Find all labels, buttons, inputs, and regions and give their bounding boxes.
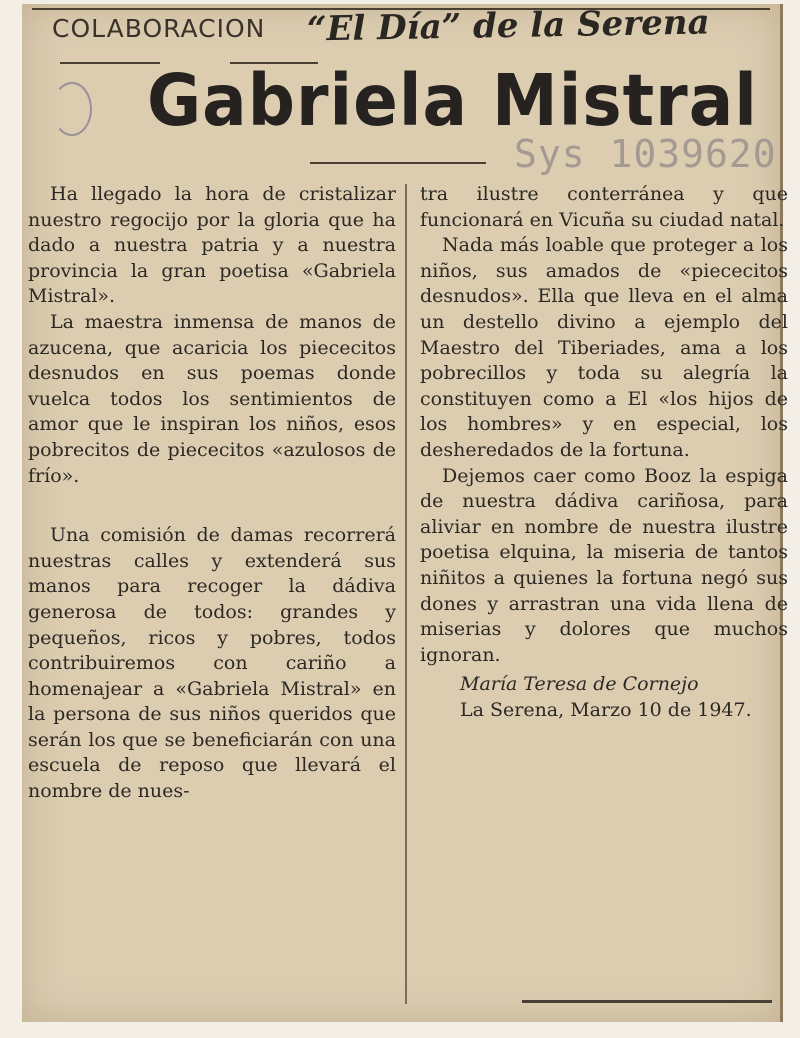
newspaper-clipping <box>22 2 788 1022</box>
author-signature: María Teresa de Cornejo <box>460 673 699 696</box>
dateline: La Serena, Marzo 10 de 1947. <box>460 698 752 721</box>
paragraph: tra ilustre conterránea y que funcionará en Vicuña su ciudad natal. <box>420 183 788 231</box>
handwritten-source-note: “El Día” de la Serena <box>306 2 710 50</box>
paragraph: Nada más loable que proteger a los niños, sus amados de «piececitos desnudos». Ella que lleva en el alma un destello divino a ejemplo del Maestro del Tiberiades, ama a los pobrecillos y toda su alegría la constituyen como a El «los hijos de los hombres» y en especial, los desheredados de la fortuna. <box>420 234 788 461</box>
paragraph: Dejemos caer como Booz la espiga de nuestra dádiva cariñosa, para aliviar en nombre de nuestra ilustre poetisa elquina, la miseria de tantos niñitos a quienes la fortuna negó sus dones y arrastran una vida llena de miserias y dolores que muchos ignoran. <box>420 464 788 666</box>
title-underline <box>310 162 486 164</box>
article-column-right <box>420 182 788 723</box>
paragraph: La maestra inmensa de manos de azucena, que acaricia los piececitos desnudos en sus poemas donde vuelca todos los sentimientos de amor que le inspiran los niños, esos pobrecitos de piececitos «azulosos de frío». <box>28 310 396 487</box>
section-label: COLABORACION <box>52 14 266 43</box>
article-title: Gabriela Mistral <box>147 58 758 143</box>
archive-stamp: Sys 1039620 <box>514 132 777 176</box>
pencil-mark-icon <box>52 82 92 136</box>
header-dash-left <box>60 62 160 64</box>
article-column-left <box>28 182 396 805</box>
bottom-rule <box>522 1000 772 1003</box>
paragraph: Ha llegado la hora de cristalizar nuestro regocijo por la gloria que ha dado a nuestra patria y a nuestra provincia la gran poetisa «Gabriela Mistral». <box>28 183 396 308</box>
paragraph: Una comisión de damas recorrerá nuestras calles y extenderá sus manos para recoger la dádiva generosa de todos: grandes y pequeños, ricos y pobres, todos contribuiremos con cariño a homenajear a «Gabriela Mistral» en la persona de sus niños queridos que serán los que se beneficiarán con una escuela de reposo que llevará el nombre de nues- <box>28 524 396 803</box>
column-divider <box>405 184 407 1004</box>
